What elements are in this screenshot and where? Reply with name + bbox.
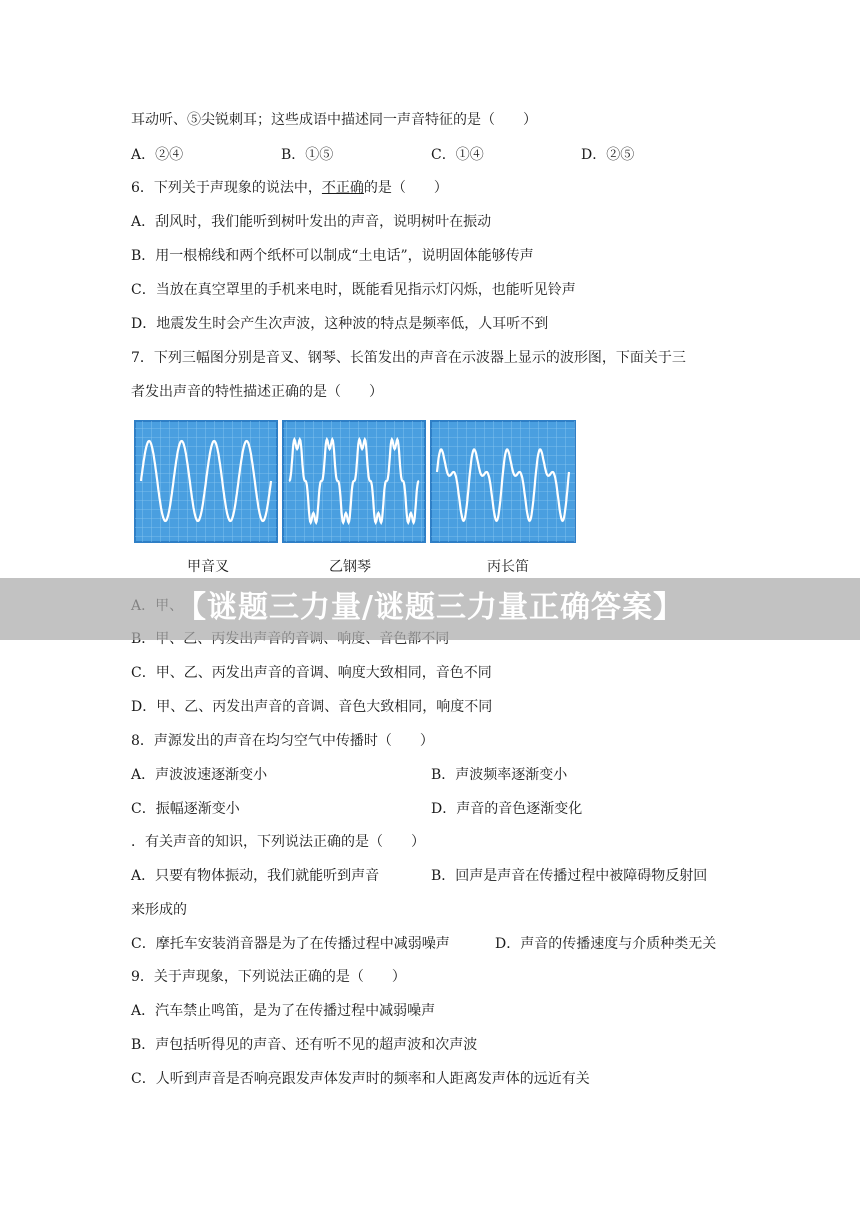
qk-option-b: B．回声是声音在传播过程中被障碍物反射回	[431, 868, 708, 884]
q9-option-b: B．声包括听得见的声音、还有听不见的超声波和次声波	[131, 1037, 478, 1053]
waveform-panel-bing	[431, 421, 575, 542]
q8-option-b: B．声波频率逐渐变小	[431, 767, 568, 783]
q5-option-a: A．②④	[131, 147, 184, 163]
qk-option-d: D．声音的传播速度与介质种类无关	[495, 936, 717, 952]
q7-option-d: D．甲、乙、丙发出声音的音调、音色大致相同，响度不同	[131, 699, 493, 715]
waveform-panel-yi	[283, 421, 425, 542]
question-sound-knowledge-stem: ．有关声音的知识，下列说法正确的是（ ）	[131, 834, 425, 850]
qk-option-b-cont: 来形成的	[131, 902, 187, 918]
q6-stem-prefix: 6．下列关于声现象的说法中，	[131, 180, 322, 196]
question-9-stem: 9．关于声现象，下列说法正确的是（ ）	[131, 969, 406, 985]
waveform-panel-jia	[135, 421, 277, 542]
question-5-continuation: 耳动听、⑤尖锐刺耳；这些成语中描述同一声音特征的是（ ）	[131, 112, 537, 128]
q8-option-a: A．声波波速逐渐变小	[131, 767, 268, 783]
label-flute: 丙长笛	[487, 559, 529, 575]
q9-option-a: A．汽车禁止鸣笛，是为了在传播过程中减弱噪声	[131, 1003, 436, 1019]
q8-option-d: D．声音的音色逐渐变化	[431, 801, 583, 817]
q5-option-d: D．②⑤	[581, 147, 635, 163]
label-tuning-fork: 甲音叉	[187, 559, 229, 575]
question-7-stem: 7．下列三幅图分别是音叉、钢琴、长笛发出的声音在示波器上显示的波形图，下面关于三	[131, 350, 686, 366]
question-7-stem-cont: 者发出声音的特性描述正确的是（ ）	[131, 384, 383, 400]
q7-option-c: C．甲、乙、丙发出声音的音调、响度大致相同，音色不同	[131, 665, 492, 681]
q6-option-a: A．刮风时，我们能听到树叶发出的声音，说明树叶在振动	[131, 214, 492, 230]
label-piano: 乙钢琴	[329, 559, 371, 575]
qk-option-a: A．只要有物体振动，我们就能听到声音	[131, 868, 380, 884]
q6-underlined-word: 不正确	[321, 180, 364, 196]
waveform-figure	[133, 419, 577, 544]
qk-option-c: C．摩托车安装消音器是为了在传播过程中减弱噪声	[131, 936, 450, 952]
banner-title: 【谜题三力量/谜题三力量正确答案】	[176, 590, 684, 625]
q8-option-c: C．振幅逐渐变小	[131, 801, 240, 817]
question-6-stem	[131, 178, 448, 198]
q9-option-c: C．人听到声音是否响亮跟发声体发声时的频率和人距离发声体的远近有关	[131, 1071, 590, 1087]
q5-option-b: B．①⑤	[281, 147, 334, 163]
q6-stem-suffix: 的是（ ）	[363, 180, 448, 196]
q6-option-b: B．用一根棉线和两个纸杯可以制成“土电话”，说明固体能够传声	[131, 248, 534, 264]
q6-option-d: D．地震发生时会产生次声波，这种波的特点是频率低，人耳听不到	[131, 316, 549, 332]
question-8-stem: 8．声源发出的声音在均匀空气中传播时（ ）	[131, 733, 434, 749]
q6-option-c: C．当放在真空罩里的手机来电时，既能看见指示灯闪烁，也能听见铃声	[131, 282, 576, 298]
q5-option-c: C．①④	[431, 147, 484, 163]
